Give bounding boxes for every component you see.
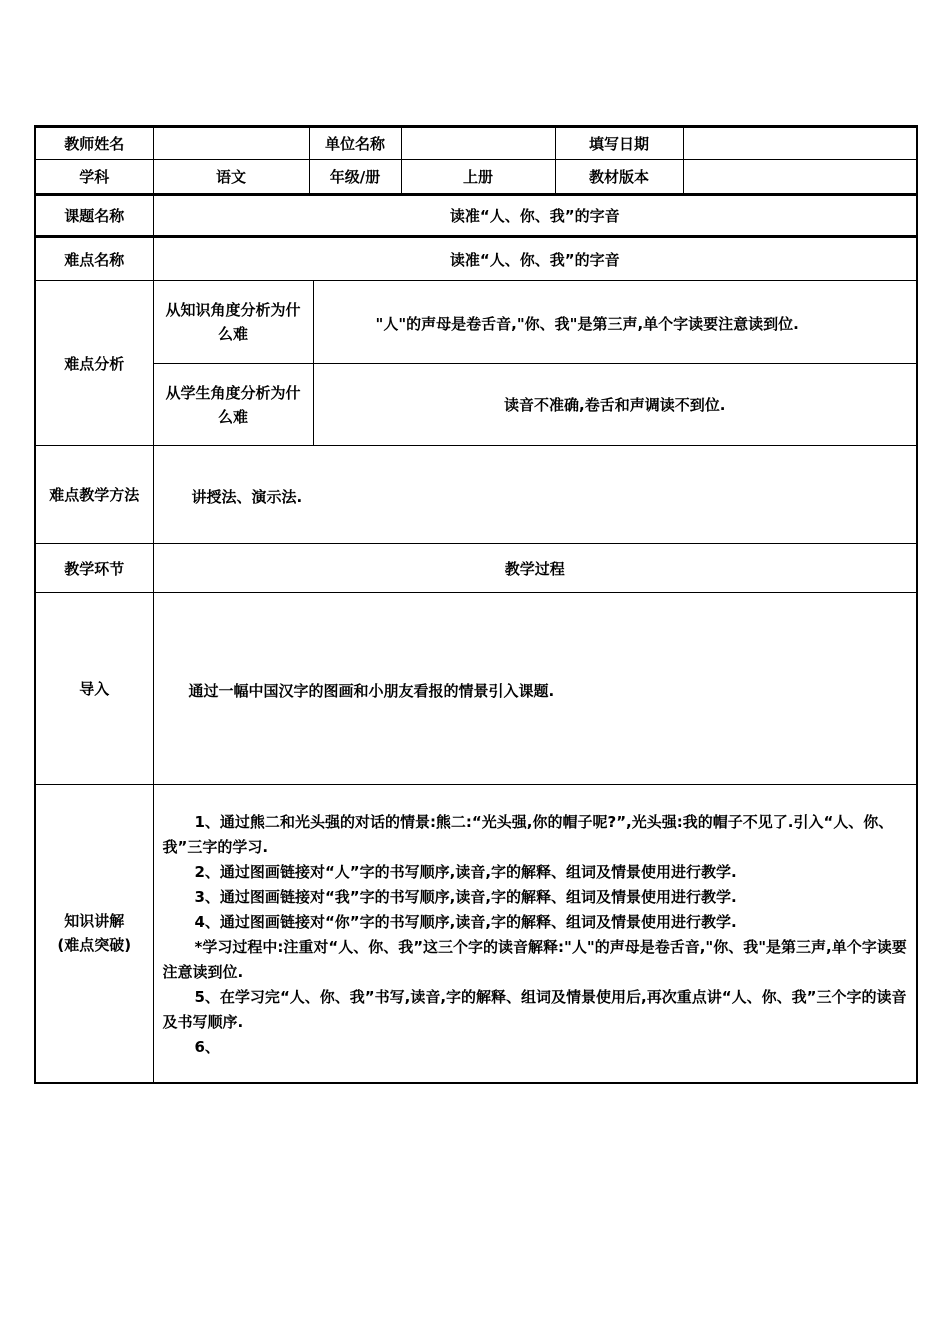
lesson-plan-table — [34, 125, 918, 1084]
intro-value — [153, 593, 917, 785]
topic-label: 课题名称 — [35, 195, 153, 237]
method-text: 讲授法、演示法. — [191, 487, 303, 506]
subject-value: 语文 — [153, 160, 309, 195]
teacher-name-value — [153, 127, 309, 160]
knowledge-paragraph: 2、通过图画链接对“人”字的书写顺序,读音,字的解释、组词及情景使用进行教学. — [194, 863, 737, 882]
unit-name-value — [401, 127, 555, 160]
student-angle-label — [153, 364, 313, 446]
difficulty-value: 读准“人、你、我”的字音 — [153, 237, 917, 281]
fill-date-label: 填写日期 — [555, 127, 683, 160]
knowledge-paragraph: 5、在学习完“人、你、我”书写,读音,字的解释、组词及情景使用后,再次重点讲“人、你、我”三个字的读音及书写顺序. — [162, 988, 907, 1032]
analysis-label: 难点分析 — [35, 281, 153, 446]
knowledge-paragraphs — [154, 806, 917, 1060]
unit-name-label: 单位名称 — [309, 127, 401, 160]
edition-value — [683, 160, 917, 195]
intro-label: 导入 — [35, 593, 153, 785]
knowledge-paragraph: 3、通过图画链接对“我”字的书写顺序,读音,字的解释、组词及情景使用进行教学. — [194, 888, 737, 907]
knowledge-paragraph: *学习过程中:注重对“人、你、我”这三个字的读音解释:"人"的声母是卷舌音,"你、我"是第三声,单个字读要注意读到位. — [162, 938, 907, 982]
knowledge-paragraph: 4、通过图画链接对“你”字的书写顺序,读音,字的解释、组词及情景使用进行教学. — [194, 913, 737, 932]
topic-value: 读准“人、你、我”的字音 — [153, 195, 917, 237]
knowledge-angle-label — [153, 281, 313, 364]
student-angle-label-text: 从学生角度分析为什么难 — [165, 383, 301, 426]
knowledge-content — [153, 785, 917, 1083]
method-label: 难点教学方法 — [35, 446, 153, 544]
grade-label: 年级/册 — [309, 160, 401, 195]
knowledge-paragraph: 6、 — [194, 1038, 220, 1057]
knowledge-label-line2: (难点突破) — [57, 936, 132, 955]
knowledge-label-line1: 知识讲解 — [64, 912, 125, 931]
stage-label: 教学环节 — [35, 544, 153, 593]
stage-value: 教学过程 — [153, 544, 917, 593]
intro-text: 通过一幅中国汉字的图画和小朋友看报的情景引入课题. — [188, 681, 555, 700]
student-angle-value: 读音不准确,卷舌和声调读不到位. — [313, 364, 917, 446]
knowledge-label — [35, 785, 153, 1083]
knowledge-paragraph: 1、通过熊二和光头强的对话的情景:熊二:“光头强,你的帽子呢?”,光头强:我的帽子不见了.引入“人、你、我”三字的学习. — [162, 813, 894, 857]
fill-date-value — [683, 127, 917, 160]
edition-label: 教材版本 — [555, 160, 683, 195]
subject-label: 学科 — [35, 160, 153, 195]
difficulty-label: 难点名称 — [35, 237, 153, 281]
knowledge-angle-label-text: 从知识角度分析为什么难 — [165, 301, 301, 343]
teacher-name-label: 教师姓名 — [35, 127, 153, 160]
grade-value: 上册 — [401, 160, 555, 195]
method-value — [153, 446, 917, 544]
knowledge-angle-text: "人"的声母是卷舌音,"你、我"是第三声,单个字读要注意读到位. — [375, 314, 799, 333]
knowledge-angle-value — [313, 281, 917, 364]
